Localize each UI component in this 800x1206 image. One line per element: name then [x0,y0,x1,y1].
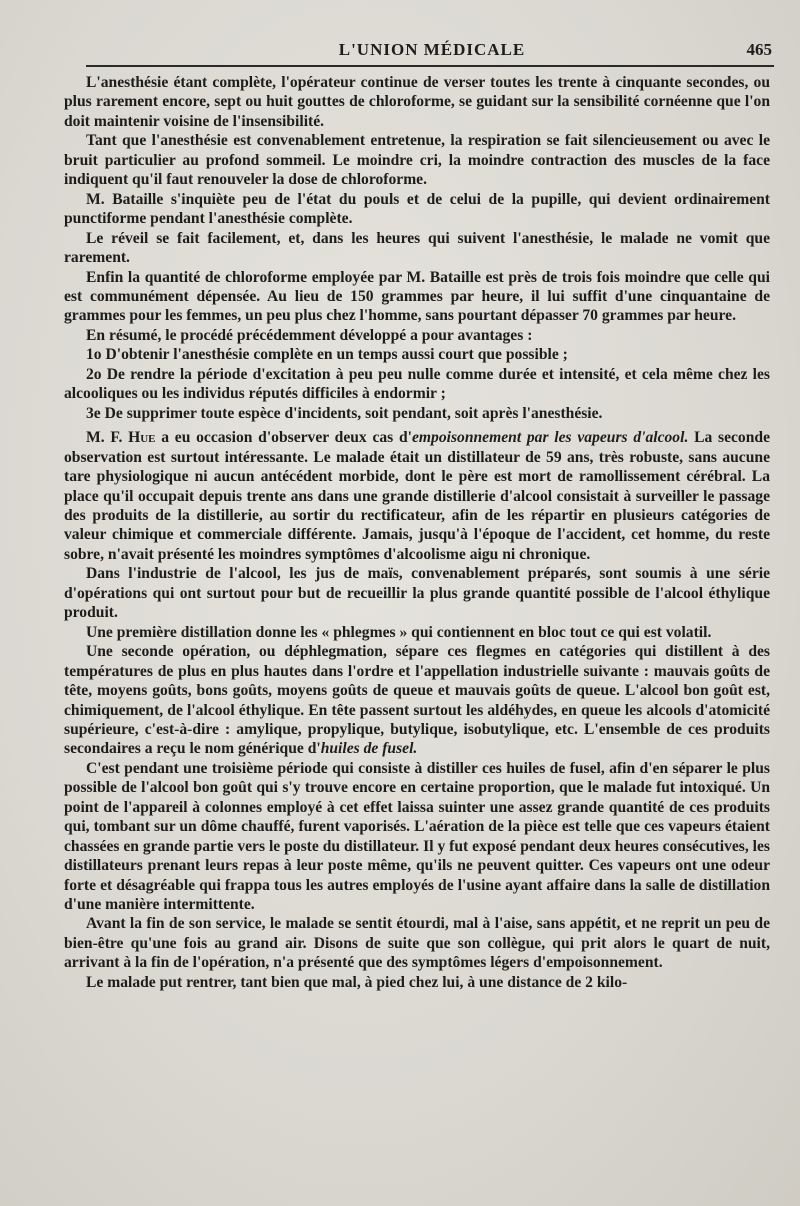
emphasis-text: empoisonnement par les vapeurs d'alcool. [411,429,689,447]
paragraph-text: Avant la fin de son service, le malade se sentit étourdi, mal à l'aise, sans appétit, et ne reprit un peu de bien-être qu'une fois au grand air. Disons de suite que son collègue, qui prit alors le quart de nuit, arrivant à la fin de l'opération, n'a présenté que des symptômes légers d'empoisonnement. [64,915,770,972]
paragraph-text: C'est pendant une troisième période qui consiste à distiller ces huiles de fusel, afin d'en séparer le plus possible de l'alcool bon goût qui s'y trouve encore en certaine proportion, que le malade fut intoxiqué. Un point de l'appareil à colonnes employé à cet effet laissa suinter une assez grande quantité de ces produits qui, tombant sur un dôme chauffé, furent vaporisés. L'aération de la pièce est telle que ces vapeurs étaient chassées en grande partie vers le poste du distillateur. Il y fut exposé pendant deux heures consécutives, les distillateurs prenant leurs repas à leur poste même, qu'ils ne peuvent quitter. Ces vapeurs ont une odeur forte et désagréable qui frappa tous les autres employés de l'usine ayant affaire dans la salle de distillation d'une manière intermittente. [64,759,770,914]
paragraph [64,428,770,564]
paragraph-text: L'anesthésie étant complète, l'opérateur continue de verser toutes les trente à cinquante secondes, ou plus rarement encore, sept ou huit gouttes de chloroforme, se guidant sur la sensibilité cornéenne que l'on doit maintenir voisine de l'insensibilité. [64,74,770,130]
paragraph [64,642,770,759]
paragraph [64,623,770,642]
paragraph [64,365,770,404]
paragraph-text: Tant que l'anesthésie est convenablement entretenue, la respiration se fait silencieusement ou avec le bruit particulier au profond sommeil. Le moindre cri, la moindre contraction des muscles de la face indiquent qu'il faut renouveler la dose de chloroforme. [64,132,770,189]
paragraph [64,759,770,915]
paragraph [64,345,770,364]
body-text [64,73,770,992]
paragraph-text: 2o De rendre la période d'excitation à peu peu nulle comme durée et intensité, et cela même chez les alcooliques ou les individus réputés difficiles à endormir ; [64,365,770,403]
paragraph-text: Une seconde opération, ou déphlegmation, sépare ces flegmes en catégories qui distillent à des températures de plus en plus hautes dans l'ordre et l'appellation industrielle suivante : mauvais goûts de tête, moyens goûts, bons goûts, moyens goûts de queue et mauvais goûts de queue. L'alcool bon goût est, chimiquement, de l'alcool éthylique. En tête passent surtout les aldéhydes, en queue les alcools d'atomicité supérieure, c'est-à-dire : amylique, propylique, butylique, isobutylique, etc. L'ensemble de ces produits secondaires a reçu le nom générique d' [64,643,770,758]
paragraph [64,973,770,992]
paragraph-text: Le réveil se fait facilement, et, dans les heures qui suivent l'anesthésie, le malade ne vomit que rarement. [64,229,770,267]
header-rule [86,65,774,67]
paragraph [64,190,770,229]
paragraph [64,229,770,268]
paragraph-text: M. F. [86,429,129,447]
paragraph [64,73,770,131]
paragraph [64,564,770,622]
paragraph [64,404,770,423]
paragraph-text: a eu occasion d'observer deux cas d' [155,429,412,447]
paragraph-text: Le malade put rentrer, tant bien que mal, à pied chez lui, à une distance de 2 kilo- [86,973,628,991]
page-number: 465 [746,40,772,59]
running-head: L'UNION MÉDICALE [338,40,526,59]
paragraph-text: La seconde observation est surtout intéressante. Le malade était un distillateur de 59 ans, très robuste, sans aucune tare physiologique ni aucun antécédent morbide, dont le père est mort de ramollissement cérébral. La place qu'il occupait depuis trente ans dans une grande distillerie d'alcool consistait à surveiller le passage des produits de la distillerie, au sortir du rectificateur, afin de les répartir en plusieurs catégories de valeur chimique et commerciale différente. Jamais, jusqu'à l'époque de l'accident, cet homme, du reste sobre, n'avait présenté les moindres symptômes d'alcoolisme aigu ni chronique. [64,429,770,563]
paragraph [64,914,770,972]
paragraph-text: En résumé, le procédé précédemment développé a pour avantages : [86,326,533,344]
paragraph [64,131,770,189]
paragraph-text: Une première distillation donne les « phlegmes » qui contiennent en bloc tout ce qui est volatil. [86,623,712,641]
paragraph-text: Enfin la quantité de chloroforme employée par M. Bataille est près de trois fois moindre que celle qui est communément dépensée. Au lieu de 150 grammes par heure, il lui suffit d'une cinquantaine de grammes pour les femmes, un peu plus chez l'homme, sans pourtant dépasser 70 grammes par heure. [64,268,770,325]
emphasis-text: huiles de fusel. [320,740,418,758]
paragraph-text: M. Bataille s'inquiète peu de l'état du pouls et de celui de la pupille, qui devient ordinairement punctiforme pendant l'anesthésie complète. [64,190,770,228]
page-header [86,36,778,66]
paragraph [64,326,770,345]
paragraph-text: 1o D'obtenir l'anesthésie complète en un temps aussi court que possible ; [86,346,568,364]
author-name: Hue [128,429,156,447]
paragraph-text: 3e De supprimer toute espèce d'incidents, soit pendant, soit après l'anesthésie. [86,404,603,422]
paragraph [64,268,770,326]
paragraph-text: Dans l'industrie de l'alcool, les jus de maïs, convenablement préparés, sont soumis à une série d'opérations qui ont surtout pour but de recueillir la plus grande quantité possible de l'alcool éthylique produit. [64,565,770,622]
